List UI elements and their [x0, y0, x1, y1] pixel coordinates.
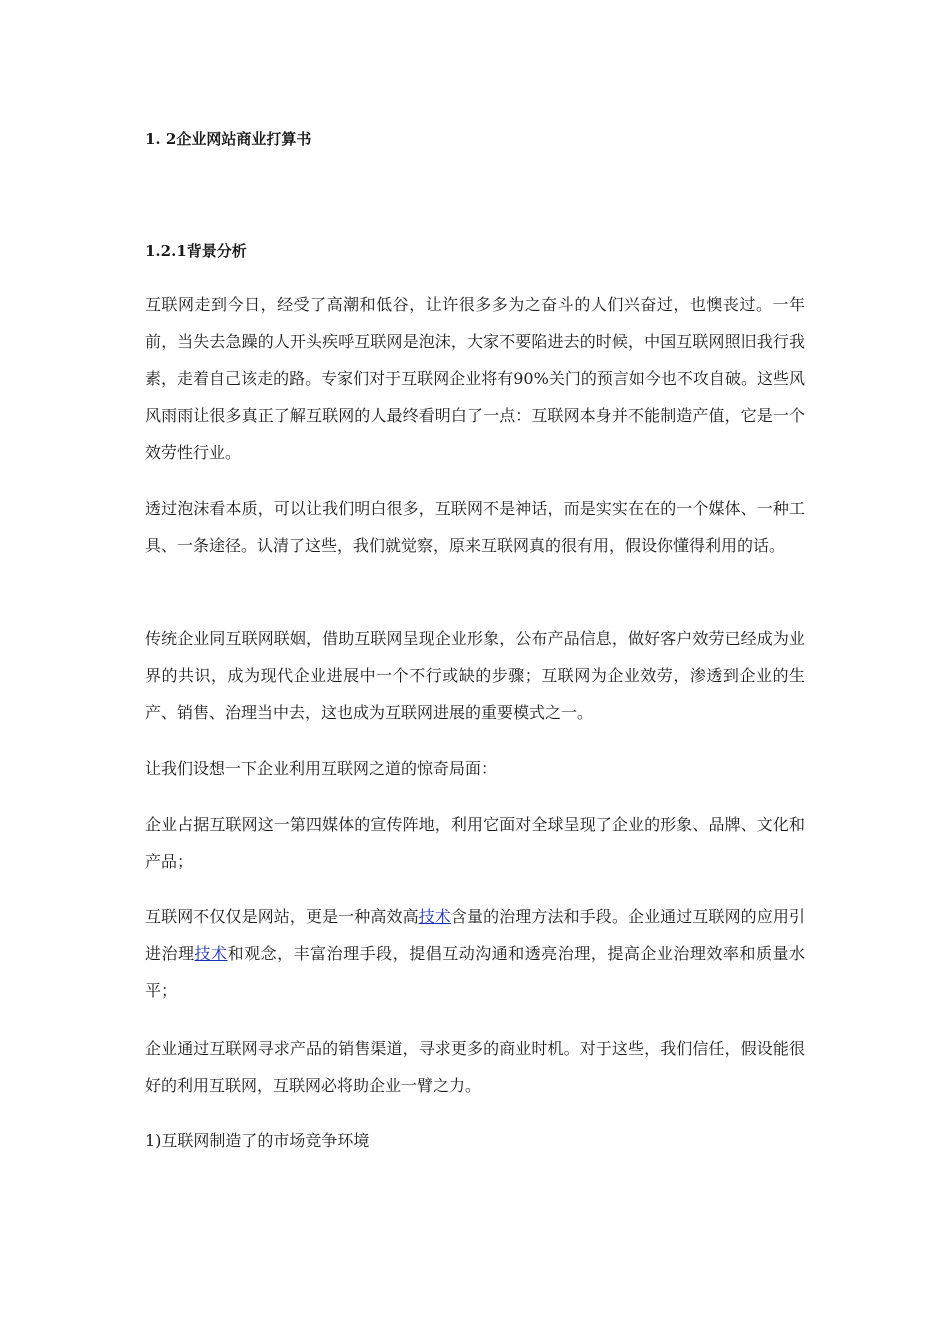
- technology-link[interactable]: 技术: [194, 944, 228, 963]
- paragraph-background: 互联网走到今日，经受了高潮和低谷，让许很多多为之奋斗的人们兴奋过，也懊丧过。一年前，当失去急躁的人开头疾呼互联网是泡沫，大家不要陷进去的时候，中国互联网照旧我行我素，走着自己该走的路。专家们对于互联网企业将有90%关门的预言如今也不攻自破。这些风风雨雨让很多真正了解互联网的人最终看明白了一点：互联网本身并不能制造产值，它是一个效劳性行业。: [145, 295, 805, 462]
- paragraph-sales-channels: 企业通过互联网寻求产品的销售渠道，寻求更多的商业时机。对于这些，我们信任，假设能很好的利用互联网，互联网必将助企业一臂之力。: [145, 1039, 805, 1095]
- paragraph-text: 互联网不仅仅是网站，更是一种高效高: [145, 907, 419, 926]
- paragraph-text: 含量的治理方法和手段。企业通过互联网的应用引进治理: [145, 907, 805, 963]
- list-item-market-environment: 1)互联网制造了的市场竞争环境: [145, 1131, 370, 1150]
- paragraph-imagine: 让我们设想一下企业利用互联网之道的惊奇局面：: [145, 759, 498, 778]
- paragraph-text: 和观念，丰富治理手段，提倡互动沟通和透亮治理，提高企业治理效率和质量水平；: [145, 944, 805, 1000]
- section-heading: 1. 2企业网站商业打算书: [145, 130, 312, 148]
- paragraph-fourth-media: 企业占据互联网这一第四媒体的宣传阵地，利用它面对全球呈现了企业的形象、品牌、文化和产品；: [145, 815, 805, 871]
- paragraph-management: [145, 898, 805, 1009]
- paragraph-traditional-enterprise: 传统企业同互联网联姻，借助互联网呈现企业形象，公布产品信息，做好客户效劳已经成为业界的共识，成为现代企业进展中一个不行或缺的步骤；互联网为企业效劳，渗透到企业的生产、销售、治理当中去，这也成为互联网进展的重要模式之一。: [145, 629, 805, 722]
- paragraph-essence: 透过泡沫看本质，可以让我们明白很多，互联网不是神话，而是实实在在的一个媒体、一种工具、一条途径。认清了这些，我们就觉察，原来互联网真的很有用，假设你懂得利用的话。: [145, 499, 805, 555]
- technology-link[interactable]: 技术: [418, 907, 451, 926]
- subsection-heading: 1.2.1背景分析: [145, 242, 247, 260]
